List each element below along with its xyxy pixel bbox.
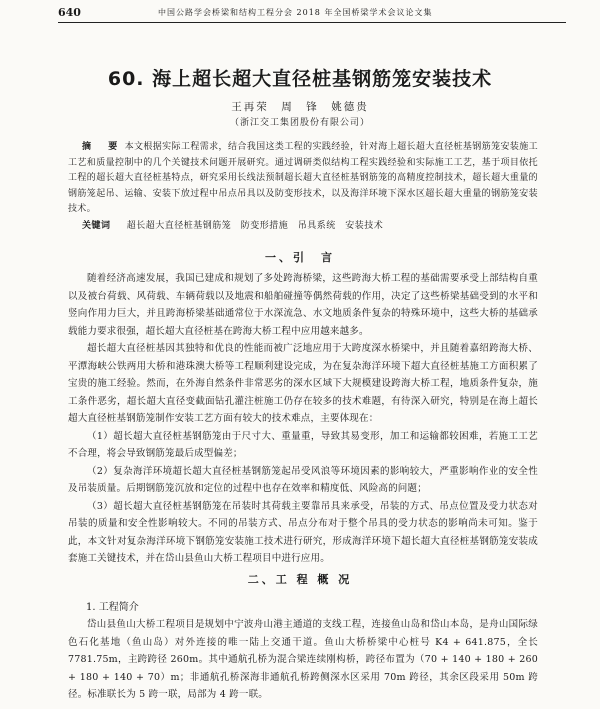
journal-name: 中国公路学会桥梁和结构工程分会 2018 年全国桥梁学术会议论文集 [158, 8, 433, 17]
paper-authors: 王再荣 周 锋 姚德贵 [231, 101, 369, 113]
subsection-heading: 1. 工程简介 [86, 602, 139, 613]
keywords [82, 218, 538, 231]
running-head [58, 6, 566, 23]
list-item: （1）超长超大直径桩基钢筋笼由于尺寸大、重量重，导致其易变形，加工和运输都较困难，若施工工艺不合理，将会导致钢筋笼最后成型偏差； [68, 430, 538, 459]
paragraph: 随着经济高速发展，我国已建成和规划了多处跨海桥梁，这些跨海大桥工程的基础需要承受上部结构自重以及被台荷载、风荷载、车辆荷载以及地震和船舶碰撞等偶然荷载的作用，决定了这些桥梁基础受到的水平和竖向作用力巨大，并且跨海桥梁基础通常位于水深流急、水文地质条件复杂的特殊环境中，这些大桥的基础承载能力要求很强，超长超大直径桩基在跨海大桥工程中应用越来越多。 [68, 273, 538, 337]
keywords-label: 关键词 [82, 221, 111, 231]
section-intro-body [68, 270, 538, 568]
list-item: （3）超长超大直径桩基钢筋笼在吊装时其荷载主要靠吊具来承受，吊装的方式、吊点位置及受力状态对吊装的质量和安全性影响较大。不同的吊装方式、吊点分布对于整个吊具的受力状态的影响尚未可知。鉴于此，本文针对复杂海洋环境下钢筋笼安装施工技术进行研究，形成海洋环境下超长超大直径桩基钢筋笼安装成套施工关键技术，并在岱山县鱼山大桥工程项目中进行应用。 [68, 500, 538, 564]
abstract-label: 摘 要 [82, 142, 122, 152]
abstract [68, 140, 538, 218]
section-heading-intro: 一、引 言 [265, 251, 335, 264]
paragraph: 超长超大直径桩基因其独特和优良的性能而被广泛地应用于大跨度深水桥梁中，并且随着嘉绍跨海大桥、平潭海峡公铁两用大桥和港珠澳大桥等工程顺利建设完成，为在复杂海洋环境下超大直径桩基施工方面积累了宝贵的施工经验。然而，在外海自然条件非常恶劣的深水区域下大规模建设跨海大桥工程，地质条件复杂，施工条件恶劣，超长超大直径变截面钻孔灌注桩施工仍存在较多的技术难题，有待深入研究，特别是在海上超长超大直径桩基钢筋笼制作安装工艺方面有较大的技术难点，主要体现在： [68, 343, 538, 424]
list-item: （2）复杂海洋环境超长超大直径桩基钢筋笼起吊受风浪等环境因素的影响较大，严重影响作业的安全性及吊装质量。后期钢筋笼沉放和定位的过程中也存在效率和精度低、风险高的问题； [68, 465, 538, 494]
keywords-text: 超长超大直径桩基钢筋笼 防变形措施 吊具系统 安装技术 [126, 221, 384, 231]
paragraph: 岱山县鱼山大桥工程项目是规划中宁波舟山港主通道的支线工程，连接鱼山岛和岱山本岛，是舟山国际绿色石化基地（鱼山岛）对外连接的唯一陆上交通干道。鱼山大桥桥梁中心桩号 K4 + 641.875，全长7781.75m，主跨跨径 260m。其中通航孔桥为混合梁连续刚构桥，跨径布置为（70 + 140 + 180 + 260 + 180 + 140 + 70）m；非通航孔桥深海非通航孔桥跨侧深水区采用 70m 跨径，其余区段采用 50m 跨径。标准联长为 5 跨一联，局部为 4 跨一联。 [68, 619, 538, 700]
section-heading-overview: 二、工 程 概 况 [247, 573, 353, 586]
paper-affiliation: （浙江交工集团股份有限公司） [229, 118, 370, 128]
abstract-text: 本文根据实际工程需求，结合我国这类工程的实践经验，针对海上超长超大直径桩基钢筋笼安装施工工艺和质量控制中的几个关键技术问题开展研究。通过调研类似结构工程实践经验和实际施工工艺，基于项目依托工程的超长超大直径桩基特点，研究采用长线法预制超长超大直径桩基钢筋笼的高精度控制技术，超长超大重量的钢筋笼起吊、运输、安装下放过程中吊点吊具以及防变形技术，以及海洋环境下深水区超长超大重量的钢筋笼安装技术。 [68, 142, 538, 215]
paper-title: 60. 海上超长超大直径桩基钢筋笼安装技术 [107, 68, 493, 90]
page-number: 640 [58, 6, 81, 19]
section-overview-body [68, 616, 538, 704]
